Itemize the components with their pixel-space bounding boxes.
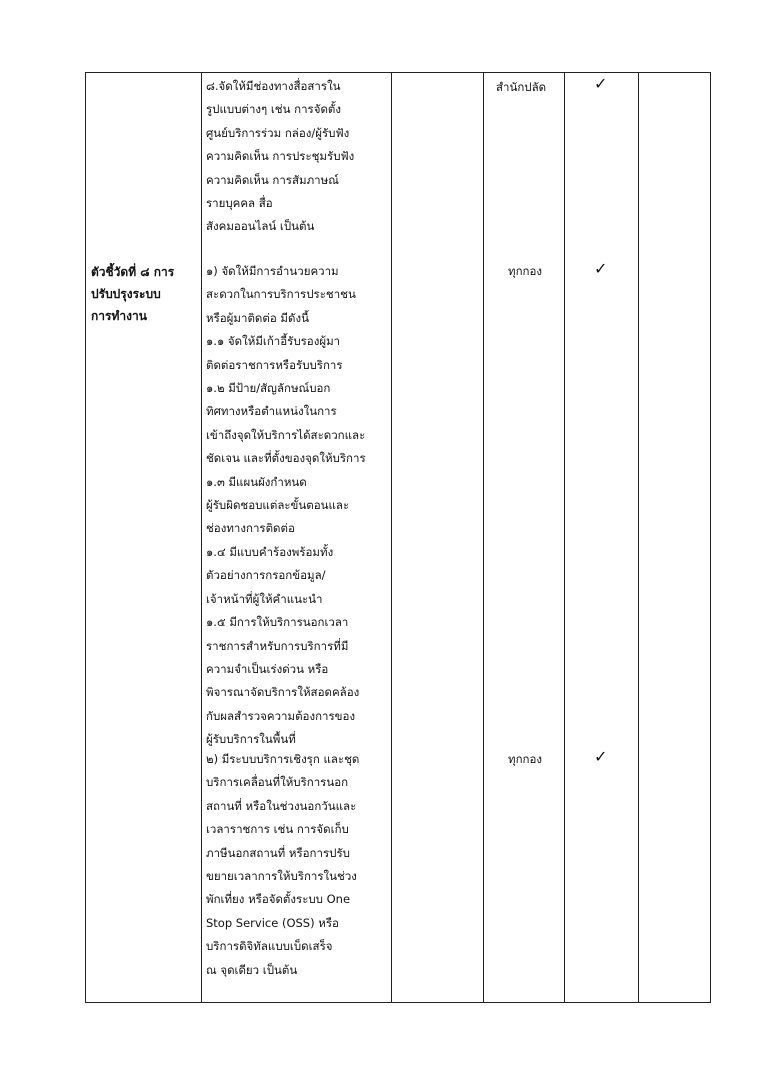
checkmark-icon: ✓ — [594, 747, 608, 766]
column-divider — [483, 73, 484, 1002]
column-divider — [391, 73, 392, 1002]
responsible-unit: ทุกกอง — [508, 752, 543, 766]
detail-text: ๑) จัดให้มีการอำนวยความ สะดวกในการบริการประชาชน หรือผู้มาติดต่อ มีดังนี้ ๑.๑ จัดให้มีเก้าอี้รับรองผู้มา ติดต่อราชการหรือรับบริการ ๑.๒ มีป้าย/สัญลักษณ์บอก ทิศทางหรือตำแหน่งในการ เข้าถึงจุดให้บริการได้สะดวกและ ชัดเจน และที่ตั้งของจุดให้บริการ ๑.๓ มีแผนผังกำหนด ผู้รับผิดชอบแต่ละขั้นตอนและ ช่องทางการติดต่อ ๑.๔ มีแบบคำร้องพร้อมทั้ง ตัวอย่างการกรอกข้อมูล/ เจ้าหน้าที่ผู้ให้คำแนะนำ ๑.๕ มีการให้บริการนอกเวลา ราชการสำหรับการบริการที่มี ความจำเป็นเร่งด่วน หรือ พิจารณาจัดบริการให้สอดคล้อง กับผลสำรวจความต้องการของ ผู้รับบริการในพื้นที่ — [206, 264, 366, 747]
detail-text: ๘.จัดให้มีช่องทางสื่อสารใน รูปแบบต่างๆ เช่น การจัดตั้ง ศูนย์บริการร่วม กล่อง/ผู้รับฟัง ความคิดเห็น การประชุมรับฟัง ความคิดเห็น การสัมภาษณ์ รายบุคคล สื่อ สังคมออนไลน์ เป็นต้น — [206, 79, 355, 234]
column-divider — [638, 73, 639, 1002]
indicator-table — [85, 72, 711, 1003]
checkmark-icon: ✓ — [594, 259, 608, 278]
detail-text: ๒) มีระบบบริการเชิงรุก และชุด บริการเคลื่อนที่ให้บริการนอก สถานที่ หรือในช่วงนอกวันและ เวลาราชการ เช่น การจัดเก็บ ภาษีนอกสถานที่ หรือการปรับ ขยายเวลาการให้บริการในช่วง พักเที่ยง หรือจัดตั้งระบบ One Stop Service (OSS) หรือ บริการดิจิทัลแบบเบ็ดเสร็จ ณ จุดเดียว เป็นต้น — [206, 752, 360, 977]
responsible-unit: สำนักปลัด — [496, 80, 547, 94]
column-divider — [201, 73, 202, 1002]
column-divider — [564, 73, 565, 1002]
indicator-label: ตัวชี้วัดที่ ๘ การ ปรับปรุงระบบ การทำงาน — [91, 265, 175, 323]
responsible-unit: ทุกกอง — [508, 264, 543, 278]
checkmark-icon: ✓ — [594, 74, 608, 93]
